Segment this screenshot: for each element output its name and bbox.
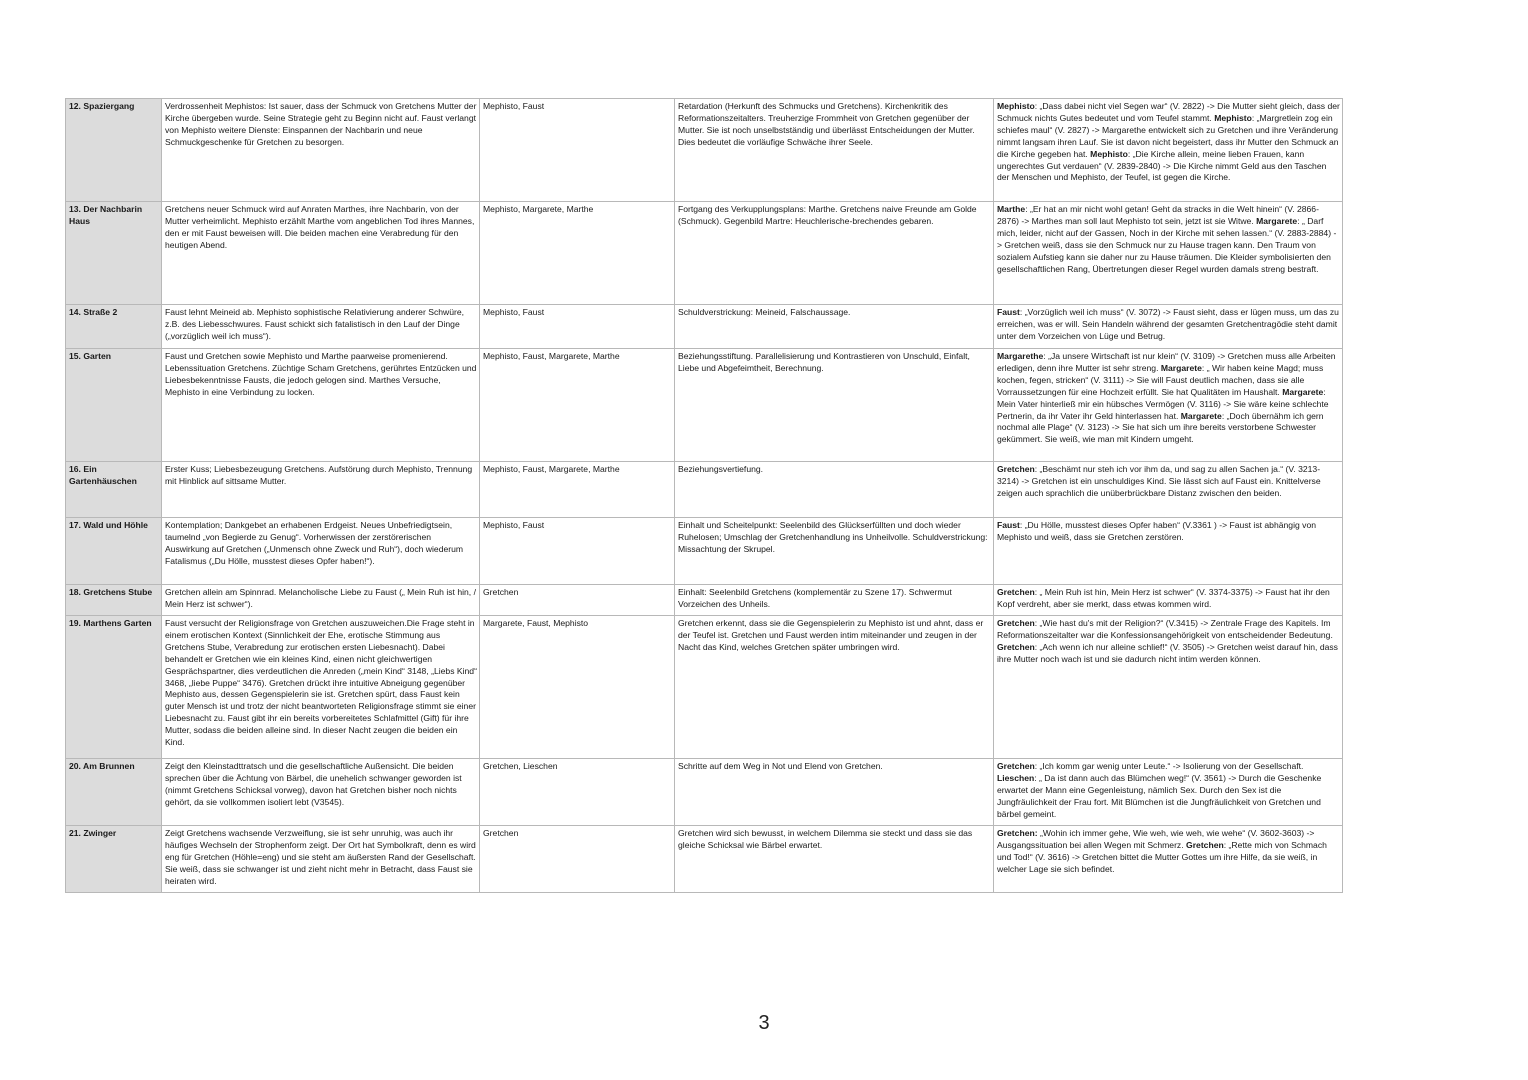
scene-cell: 16. Ein Gartenhäuschen xyxy=(66,462,162,518)
quotes-cell xyxy=(994,518,1343,585)
quote-speaker: Marthe xyxy=(997,204,1026,214)
function-cell: Schuldverstrickung: Meineid, Falschaussage. xyxy=(675,305,994,349)
quote-speaker: Mephisto xyxy=(997,101,1035,111)
content-cell: Faust und Gretchen sowie Mephisto und Marthe paarweise promenierend. Lebenssituation Gretchens. Züchtige Scham Gretchens, gerührtes Entzücken und Liebesbekenntnisse Fausts, die jedoch gelogen sind. Marthes Versuche, Mephisto in eine Verbindung zu locken. xyxy=(162,349,480,462)
quote-speaker: Gretchen xyxy=(997,464,1035,474)
quotes-cell xyxy=(994,99,1343,202)
quote-text: : „Vorzüglich weil ich muss“ (V. 3072) -> Faust sieht, dass er lügen muss, um das zu erreichen, was er will. Sein Handeln während der gesamten Gretchentragödie steht damit unter dem Vorzeichen von Lüge und Betrug. xyxy=(997,307,1339,341)
table-row xyxy=(66,305,1343,349)
persons-cell: Margarete, Faust, Mephisto xyxy=(480,616,675,759)
quote-speaker: Gretchen xyxy=(997,587,1035,597)
quote-text: : „Er hat an mir nicht wohl getan! Geht da stracks in die Welt hinein“ (V. 2866-2876) -> Marthes man soll laut Mephisto tot sein, jetzt ist sie Witwe. xyxy=(997,204,1319,226)
quote-speaker: Gretchen xyxy=(997,641,1035,652)
table-row xyxy=(66,462,1343,518)
quote-text: : „Ich komm gar wenig unter Leute.“ -> Isolierung von der Gesellschaft. xyxy=(1034,761,1304,771)
quote-speaker: Mephisto xyxy=(1090,148,1128,159)
quote-text: : Mein Vater hinterließ mir ein hübsches Vermögen (V. 3116) -> Sie wäre keine schlechte Pertnerin, da ihr Vater ihr Geld hinterlassen hat. xyxy=(997,386,1329,421)
scene-analysis-table xyxy=(65,98,1343,893)
quote-text: : „Wie hast du's mit der Religion?“ (V.3415) -> Zentrale Frage des Kapitels. Im Reformationszeitalter war die Konfessionsangehörigkeit von entscheidender Bedeutung. xyxy=(997,618,1333,640)
scene-cell: 20. Am Brunnen xyxy=(66,759,162,826)
scene-cell: 15. Garten xyxy=(66,349,162,462)
quote-speaker: Margarete xyxy=(1180,410,1222,421)
persons-cell: Mephisto, Faust xyxy=(480,99,675,202)
quote-text: : „ Da ist dann auch das Blümchen weg!“ (V. 3561) -> Durch die Geschenke erwartet der Mann eine Gegenleistung, nämlich Sex. Durch den Sex ist die Jungfräulichkeit der Frau fort. Mit Blümchen ist die Jungfräulichkeit von Gretchen und bärbel gemeint. xyxy=(997,772,1322,819)
quote-text: : „Dass dabei nicht viel Segen war“ (V. 2822) -> Die Mutter sieht gleich, dass der Schmuck nichts Gutes bedeutet und vom Teufel stammt. xyxy=(997,101,1340,123)
function-cell: Einhalt: Seelenbild Gretchens (komplementär zu Szene 17). Schwermut Vorzeichen des Unheils. xyxy=(675,585,994,616)
quote-text: : „ Mein Ruh ist hin, Mein Herz ist schwer“ (V. 3374-3375) -> Faust hat ihr den Kopf verdreht, aber sie merkt, dass etwas kommen wird. xyxy=(997,587,1330,609)
function-cell: Beziehungsvertiefung. xyxy=(675,462,994,518)
quotes-cell xyxy=(994,585,1343,616)
quote-speaker: Gretchen xyxy=(997,618,1035,628)
function-cell: Einhalt und Scheitelpunkt: Seelenbild des Glückserfüllten und doch wieder Ruhelosen; Umschlag der Gretchenhandlung ins Unheilvolle. Schuldverstrickung: Missachtung der Skrupel. xyxy=(675,518,994,585)
content-cell: Zeigt Gretchens wachsende Verzweiflung, sie ist sehr unruhig, was auch ihr häufiges Wechseln der Strophenform zeigt. Der Ort hat Symbolkraft, denn es wird eng für Gretchen (Höhle=eng) und sie steht am äußersten Rand der Gesellschaft. Sie weiß, dass sie schwanger ist und zieht nicht mehr in Betracht, dass Faust sie heiraten wird. xyxy=(162,826,480,893)
content-cell: Gretchen allein am Spinnrad. Melancholische Liebe zu Faust („ Mein Ruh ist hin, / Mein Herz ist schwer“). xyxy=(162,585,480,616)
persons-cell: Mephisto, Faust xyxy=(480,518,675,585)
quotes-cell xyxy=(994,826,1343,893)
quote-text: : „Du Hölle, musstest dieses Opfer haben“ (V.3361 ) -> Faust ist abhängig von Mephisto und weiß, dass sie Gretchen zerstören. xyxy=(997,520,1317,542)
content-cell: Zeigt den Kleinstadttratsch und die gesellschaftliche Außensicht. Die beiden sprechen über die Ächtung von Bärbel, die unehelich schwanger geworden ist (nimmt Gretchens Schicksal vorweg), davon hat Gretchen bisher noch nichts gehört, da sie vollkommen isoliert lebt (V3545). xyxy=(162,759,480,826)
scene-cell: 19. Marthens Garten xyxy=(66,616,162,759)
persons-cell: Mephisto, Faust xyxy=(480,305,675,349)
quotes-cell xyxy=(994,759,1343,826)
quote-speaker: Gretchen xyxy=(1186,839,1224,850)
quotes-cell xyxy=(994,305,1343,349)
function-cell: Beziehungsstiftung. Parallelisierung und Kontrastieren von Unschuld, Einfalt, Liebe und Abgefeimtheit, Berechnung. xyxy=(675,349,994,462)
scene-cell: 17. Wald und Höhle xyxy=(66,518,162,585)
table-row xyxy=(66,616,1343,759)
function-cell: Fortgang des Verkupplungsplans: Marthe. Gretchens naive Freunde am Golde (Schmuck). Gegenbild Martre: Heuchlerische-brechendes gebaren. xyxy=(675,202,994,305)
quotes-cell xyxy=(994,462,1343,518)
table-row xyxy=(66,349,1343,462)
quote-text: : „Beschämt nur steh ich vor ihm da, und sag zu allen Sachen ja.“ (V. 3213-3214) -> Gretchen ist ein unschuldiges Kind. Sie lässt sich auf Faust ein. Knittelverse zeigen auch sprachlich die unüberbrückbare Distanz zwischen den beiden. xyxy=(997,464,1321,498)
persons-cell: Gretchen xyxy=(480,826,675,893)
quote-text: : „Ja unsere Wirtschaft ist nur klein“ (V. 3109) -> Gretchen muss alle Arbeiten erledigen, denn ihre Mutter ist sehr streng. xyxy=(997,351,1336,373)
quote-speaker: Margarete xyxy=(1256,215,1298,226)
table-row xyxy=(66,759,1343,826)
function-cell: Gretchen wird sich bewusst, in welchem Dilemma sie steckt und dass sie das gleiche Schicksal wie Bärbel erwartet. xyxy=(675,826,994,893)
persons-cell: Mephisto, Faust, Margarete, Marthe xyxy=(480,462,675,518)
quote-text: : „Doch übernähm ich gern nochmal alle Plage“ (V. 3123) -> Sie hat sich um ihre bereits verstorbene Schwester gekümmert. Sie weiß, wie man mit Kindern umgeht. xyxy=(997,410,1324,445)
quote-speaker: Faust xyxy=(997,307,1020,317)
content-cell: Faust versucht der Religionsfrage von Gretchen auszuweichen.Die Frage steht in einem erotischen Kontext (Sinnlichkeit der Ehe, erotische Stimmung aus Gretchens Stube, Verabredung zur erotischen ersten Liebesnacht). Dabei behandelt er Gretchen wie ein kleines Kind, einen nicht gleichwertigen Gesprächspartner, dies verdeutlichen die Anreden („mein Kind“ 3148, „Liebs Kind“ 3468, „liebe Puppe“ 3476). Gretchen drückt ihre intuitive Abneigung gegenüber Mephisto aus, dessen Gegenspielerin sie ist. Gretchen spürt, dass Faust kein guter Mensch ist und trotz der nicht beantworteten Religionsfrage stimmt sie einer Liebesnacht zu. Faust gibt ihr ein bereits vorbereitetes Schlafmittel (Gift) für ihre Mutter, sodass die beiden alleine sind. In dieser Nacht zeugen die beiden ein Kind. xyxy=(162,616,480,759)
scene-cell: 21. Zwinger xyxy=(66,826,162,893)
quote-speaker: Lieschen xyxy=(997,772,1035,783)
quote-text: : „Die Kirche allein, meine lieben Frauen, kann ungerechtes Gut verdauen“ (V. 2839-2840) -> Die Kirche nimmt Geld aus den Taschen der Menschen und Mephisto, der Teufel, ist gegen die Kirche. xyxy=(997,148,1327,183)
scene-cell: 13. Der Nachbarin Haus xyxy=(66,202,162,305)
quotes-cell xyxy=(994,202,1343,305)
content-cell: Erster Kuss; Liebesbezeugung Gretchens. Aufstörung durch Mephisto, Trennung mit Hinblick auf sittsame Mutter. xyxy=(162,462,480,518)
table-row xyxy=(66,826,1343,893)
content-cell: Verdrossenheit Mephistos: Ist sauer, dass der Schmuck von Gretchens Mutter der Kirche übergeben wurde. Seine Strategie geht zu Beginn nicht auf. Faust verlangt von Mephisto weitere Dienste: Einspannen der Nachbarin und neue Schmuckgeschenke für Gretchen zu besorgen. xyxy=(162,99,480,202)
quote-speaker: Mephisto xyxy=(1214,112,1252,123)
quote-text: : „Rette mich von Schmach und Tod!“ (V. 3616) -> Gretchen bittet die Mutter Gottes um ihre Hilfe, da sie weiß, in welcher Lage sie sich befindet. xyxy=(997,839,1327,874)
function-cell: Gretchen erkennt, dass sie die Gegenspielerin zu Mephisto ist und ahnt, dass er der Teufel ist. Gretchen und Faust werden intim miteinander und zeugen in der Nacht das Kind, welches Gretchen später umbringen wird. xyxy=(675,616,994,759)
scene-cell: 14. Straße 2 xyxy=(66,305,162,349)
content-cell: Faust lehnt Meineid ab. Mephisto sophistische Relativierung anderer Schwüre, z.B. des Liebesschwures. Faust schickt sich fatalistisch in den Lauf der Dinge („vorzüglich weil ich muss“). xyxy=(162,305,480,349)
function-cell: Schritte auf dem Weg in Not und Elend von Gretchen. xyxy=(675,759,994,826)
table-row xyxy=(66,585,1343,616)
quotes-cell xyxy=(994,349,1343,462)
quote-speaker: Margarethe xyxy=(997,351,1044,361)
function-cell: Retardation (Herkunft des Schmucks und Gretchens). Kirchenkritik des Reformationszeitalters. Treuherzige Frommheit von Gretchen gegenüber der Mutter. Sie ist noch unselbstständig und überlässt Entscheidungen der Mutter. Dies bedeutet die vorläufige Schwäche ihrer Seele. xyxy=(675,99,994,202)
quotes-cell xyxy=(994,616,1343,759)
persons-cell: Gretchen, Lieschen xyxy=(480,759,675,826)
quote-text: : „ Darf mich, leider, nicht auf der Gassen, Noch in der Kirche mit sehen lassen.“ (V. 2883-2884) -> Gretchen weiß, dass sie den Schmuck nur zu Hause tragen kann. Den Traum von sozialem Aufstieg kann sie daher nur zu Hause träumen. Die Kleider symbolisierten den gesellschaftlichen Rang, Übertretungen dieser Regel wurden damals streng bestraft. xyxy=(997,215,1337,274)
persons-cell: Mephisto, Margarete, Marthe xyxy=(480,202,675,305)
quote-speaker: Gretchen: xyxy=(997,828,1038,838)
quote-speaker: Margarete xyxy=(1282,386,1324,397)
quote-text: : „Margretlein zog ein schiefes maul“ (V. 2827) -> Margarethe entwickelt sich zu Gretchen und ihre Veränderung nimmt langsam ihren Lauf. Sie ist davon nicht begeistert, dass ihr Mutter den Schmuck an die Kirche gegeben hat. xyxy=(997,112,1339,159)
scene-cell: 12. Spaziergang xyxy=(66,99,162,202)
table-row xyxy=(66,99,1343,202)
persons-cell: Mephisto, Faust, Margarete, Marthe xyxy=(480,349,675,462)
quote-speaker: Gretchen xyxy=(997,761,1035,771)
content-cell: Gretchens neuer Schmuck wird auf Anraten Marthes, ihre Nachbarin, von der Mutter verheimlicht. Mephisto erzählt Marthe vom angeblichen Tod ihres Mannes, den er mit Faust beweisen will. Die beiden machen eine Verabredung für den heutigen Abend. xyxy=(162,202,480,305)
quote-text: „Wohin ich immer gehe, Wie weh, wie weh, wie wehe“ (V. 3602-3603) -> Ausgangssituation bei allen Wegen mit Schmerz. xyxy=(997,828,1315,850)
quote-text: : „Ach wenn ich nur alleine schlief!“ (V. 3505) -> Gretchen weist darauf hin, dass ihre Mutter noch wach ist und sie dadurch nicht intim werden können. xyxy=(997,641,1338,664)
quote-speaker: Faust xyxy=(997,520,1020,530)
content-cell: Kontemplation; Dankgebet an erhabenen Erdgeist. Neues Unbefriedigtsein, taumelnd „von Begierde zu Genug“. Vorherwissen der zerstörerischen Auswirkung auf Gretchen („Unmensch ohne Zweck und Ruh“), doch wiederum Fatalismus („Du Hölle, musstest dieses Opfer haben!“). xyxy=(162,518,480,585)
page-number: 3 xyxy=(758,1012,770,1034)
scene-cell: 18. Gretchens Stube xyxy=(66,585,162,616)
table-row xyxy=(66,202,1343,305)
table-row xyxy=(66,518,1343,585)
quote-text: : „ Wir haben keine Magd; muss kochen, fegen, stricken“ (V. 3111) -> Sie will Faust deutlich machen, dass sie alle Vorraussetzungen für eine Hochzeit erfüllt. Sie hat Qualitäten im Haushalt. xyxy=(997,362,1324,397)
quote-speaker: Margarete xyxy=(1160,362,1202,373)
table-body xyxy=(66,99,1343,893)
persons-cell: Gretchen xyxy=(480,585,675,616)
